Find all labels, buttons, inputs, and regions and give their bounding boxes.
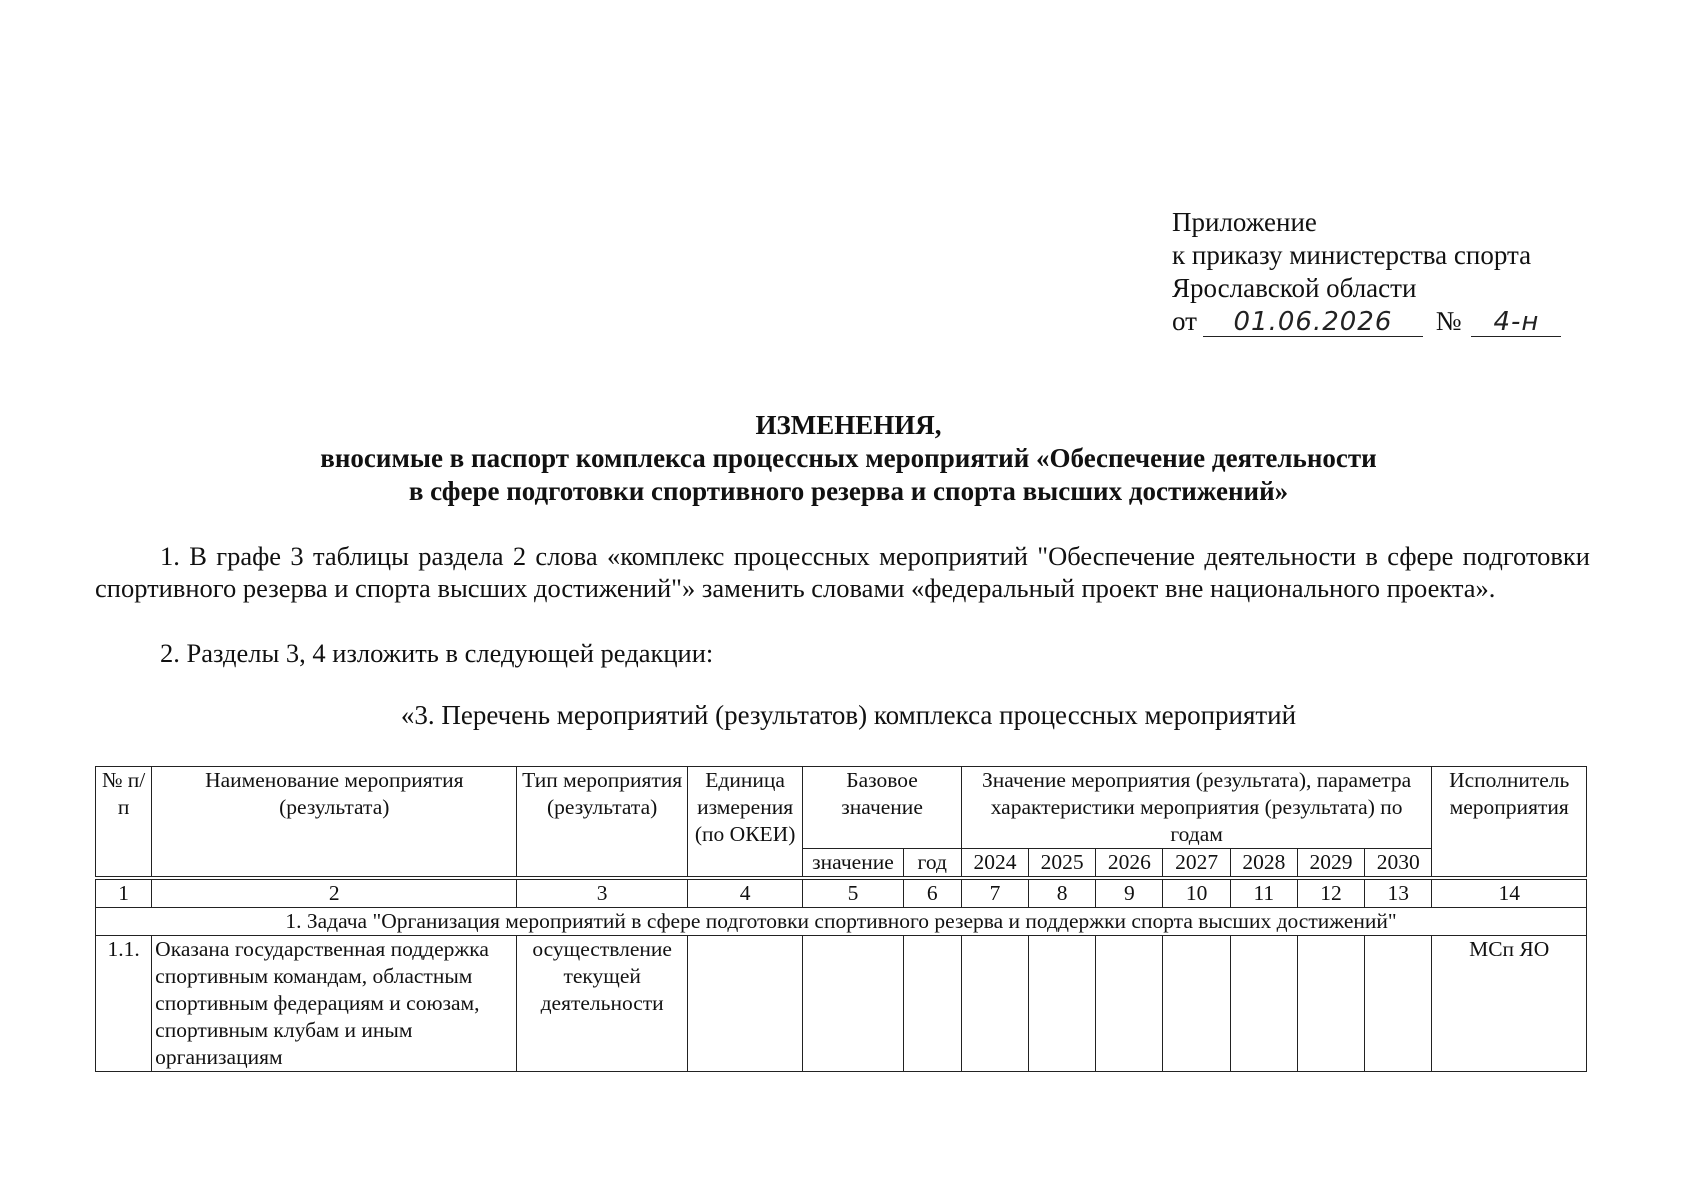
column-number: 4 (687, 878, 802, 908)
column-number: 1 (96, 878, 152, 908)
paragraph-1: 1. В графе 3 таблицы раздела 2 слова «комплекс процессных мероприятий "Обеспечение деятельности в сфере подготовки спортивного резерва и спорта высших достижений"» заменить словами «федеральный проект вне национального проекта». (95, 541, 1590, 603)
header-year: 2027 (1163, 849, 1230, 879)
row-name: Оказана государственная поддержка спортивным командам, областным спортивным федерациям и союзам, спортивным клубам и иным организациям (152, 936, 517, 1072)
row-num: 1.1. (96, 936, 152, 1072)
column-number: 3 (517, 878, 688, 908)
date-prefix: от (1172, 306, 1197, 336)
row-value-2028 (1230, 936, 1297, 1072)
row-unit (687, 936, 802, 1072)
header-row-1 (96, 767, 1587, 849)
row-value-2025 (1029, 936, 1096, 1072)
header-base: Базовое значение (803, 767, 962, 849)
row-executor: МСп ЯО (1432, 936, 1587, 1072)
appendix-date-line (1172, 305, 1561, 338)
header-executor: Исполнитель мероприятия (1432, 767, 1587, 879)
header-name: Наименование мероприятия (результата) (152, 767, 517, 879)
header-type: Тип мероприятия (результата) (517, 767, 688, 879)
appendix-line-3: Ярославской области (1172, 273, 1417, 303)
column-number: 9 (1096, 878, 1163, 908)
column-number: 10 (1163, 878, 1230, 908)
header-year: 2024 (961, 849, 1028, 879)
column-number: 13 (1365, 878, 1432, 908)
column-number: 6 (903, 878, 961, 908)
column-number: 12 (1297, 878, 1364, 908)
section-title: «3. Перечень мероприятий (результатов) комплекса процессных мероприятий (400, 700, 1297, 730)
header-values: Значение мероприятия (результата), параметра характеристики мероприятия (результата) по годам (961, 767, 1432, 849)
measures-table (95, 766, 1587, 1072)
task-cell: 1. Задача "Организация мероприятий в сфере подготовки спортивного резерва и поддержки спорта высших достижений" (96, 908, 1587, 936)
document-title: ИЗМЕНЕНИЯ, (755, 410, 942, 440)
column-number: 5 (803, 878, 903, 908)
column-number-row (96, 878, 1587, 908)
number-prefix: № (1435, 306, 1462, 336)
row-value-2030 (1365, 936, 1432, 1072)
header-year: 2030 (1365, 849, 1432, 879)
column-number: 11 (1230, 878, 1297, 908)
header-year: 2025 (1029, 849, 1096, 879)
appendix-block (1172, 206, 1561, 338)
document-subtitle-line-1: вносимые в паспорт комплекса процессных мероприятий «Обеспечение деятельности (320, 443, 1377, 473)
header-base-year: год (903, 849, 961, 879)
header-unit: Единица измерения (по ОКЕИ) (687, 767, 802, 879)
row-value-2029 (1297, 936, 1364, 1072)
paragraph-2: 2. Разделы 3, 4 изложить в следующей редакции: (160, 638, 714, 668)
row-value-2027 (1163, 936, 1230, 1072)
column-number: 8 (1029, 878, 1096, 908)
number-handwritten: 4-н (1471, 308, 1561, 337)
header-num: № п/п (96, 767, 152, 879)
column-number: 14 (1432, 878, 1587, 908)
date-handwritten: 01.06.2026 (1203, 308, 1423, 337)
header-year: 2029 (1297, 849, 1364, 879)
row-type: осуществление текущей деятельности (517, 936, 688, 1072)
header-base-value: значение (803, 849, 903, 879)
header-year: 2026 (1096, 849, 1163, 879)
table-row (96, 936, 1587, 1072)
row-base-year (903, 936, 961, 1072)
row-value-2026 (1096, 936, 1163, 1072)
column-number: 2 (152, 878, 517, 908)
appendix-line-1: Приложение (1172, 207, 1317, 237)
document-subtitle-line-2: в сфере подготовки спортивного резерва и спорта высших достижений» (408, 476, 1289, 506)
header-year: 2028 (1230, 849, 1297, 879)
appendix-line-2: к приказу министерства спорта (1172, 240, 1532, 270)
row-base-value (803, 936, 903, 1072)
task-row (96, 908, 1587, 936)
column-number: 7 (961, 878, 1028, 908)
row-value-2024 (961, 936, 1028, 1072)
